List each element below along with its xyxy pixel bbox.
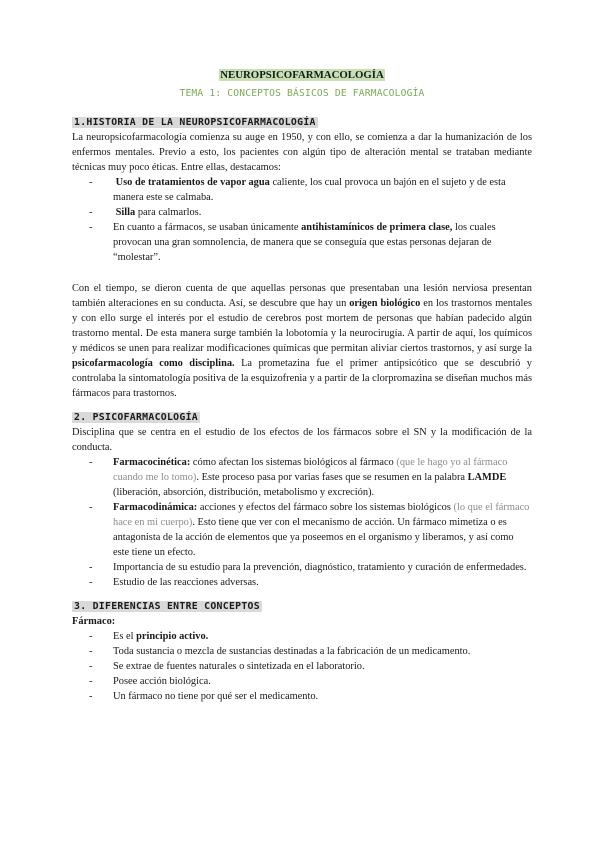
list-item: - Importancia de su estudio para la prevención, diagnóstico, tratamiento y curación de enfermedades. — [72, 560, 532, 575]
section-1-paragraph: Con el tiempo, se dieron cuenta de que aquellas personas que presentaban una lesión nerviosa presentan también alteraciones en su conducta. Así, se descubre que hay un origen biológico en los trastornos mentales y con ello surge el interés por el estudio de cerebros post mortem de personas que habían padecido algún trastorno mental. De esta manera surge también la lobotomía y la neurocirugía. A partir de aquí, los químicos y médicos se unen para realizar modificaciones químicas que permitan aliviar ciertos trastornos, y así surge la psicofarmacología como disciplina. La prometazina fue el primer antipsicótico que se descubrió y controlaba la sintomatología positiva de la esquizofrenia y a partir de la clorpromazina se diseñan muchos más fármacos para trastornos. — [72, 283, 532, 399]
list-item: - Farmacocinética: cómo afectan los sistemas biológicos al fármaco (que le hago yo al fármaco cuando me lo tomo). Este proceso pasa por varias fases que se resumen en la palabra LAMDE (liberación, absorción, distribución, metabolismo y excreción). — [72, 455, 532, 500]
list-item: - Es el principio activo. — [72, 629, 532, 644]
list-item: - En cuanto a fármacos, se usaban únicamente antihistamínicos de primera clase, los cuales provocan una gran somnolencia, de manera que se conseguía que estas personas dejaran de “molestar”. — [72, 220, 532, 265]
section-1-intro: La neuropsicofarmacología comienza su auge en 1950, y con ello, se comienza a dar la humanización de los enfermos mentales. Previo a esto, los pacientes con algún tipo de alteración mental se trataban mediante técnicas muy poco éticas. Entre ellas, destacamos: — [72, 132, 532, 173]
list-item: - Un fármaco no tiene por qué ser el medicamento. — [72, 689, 532, 704]
section-1-heading: 1.HISTORIA DE LA NEUROPSICOFARMACOLOGÍA — [74, 117, 316, 128]
list-item: - Se extrae de fuentes naturales o sintetizada en el laboratorio. — [72, 659, 532, 674]
section-3-list — [72, 629, 532, 704]
list-item: - Silla para calmarlos. — [72, 205, 532, 220]
list-item: - Farmacodinámica: acciones y efectos del fármaco sobre los sistemas biológicos (lo que el fármaco hace en mi cuerpo). Esto tiene que ver con el mecanismo de acción. Un fármaco mimetiza o es antagonista de la acción de elementos que ya poseemos en el organismo y liberamos, y así como este tiene un efecto. — [72, 500, 532, 560]
document-page — [72, 68, 532, 704]
farmaco-subheading: Fármaco: — [72, 616, 116, 627]
section-3-heading: 3. DIFERENCIAS ENTRE CONCEPTOS — [74, 601, 260, 612]
document-title: NEUROPSICOFARMACOLOGÍA — [220, 69, 384, 81]
section-2-heading: 2. PSICOFARMACOLOGÍA — [74, 412, 198, 423]
section-2-list — [72, 455, 532, 590]
list-item: - Posee acción biológica. — [72, 674, 532, 689]
document-subtitle: TEMA 1: CONCEPTOS BÁSICOS DE FARMACOLOGÍA — [179, 88, 425, 99]
list-item: - Toda sustancia o mezcla de sustancias destinadas a la fabricación de un medicamento. — [72, 644, 532, 659]
list-item: - Estudio de las reacciones adversas. — [72, 575, 532, 590]
list-item: - Uso de tratamientos de vapor agua caliente, los cual provoca un bajón en el sujeto y de esta manera este se calmaba. — [72, 175, 532, 205]
section-1-list — [72, 175, 532, 265]
section-2-intro: Disciplina que se centra en el estudio de los efectos de los fármacos sobre el SN y la modificación de la conducta. — [72, 427, 532, 453]
